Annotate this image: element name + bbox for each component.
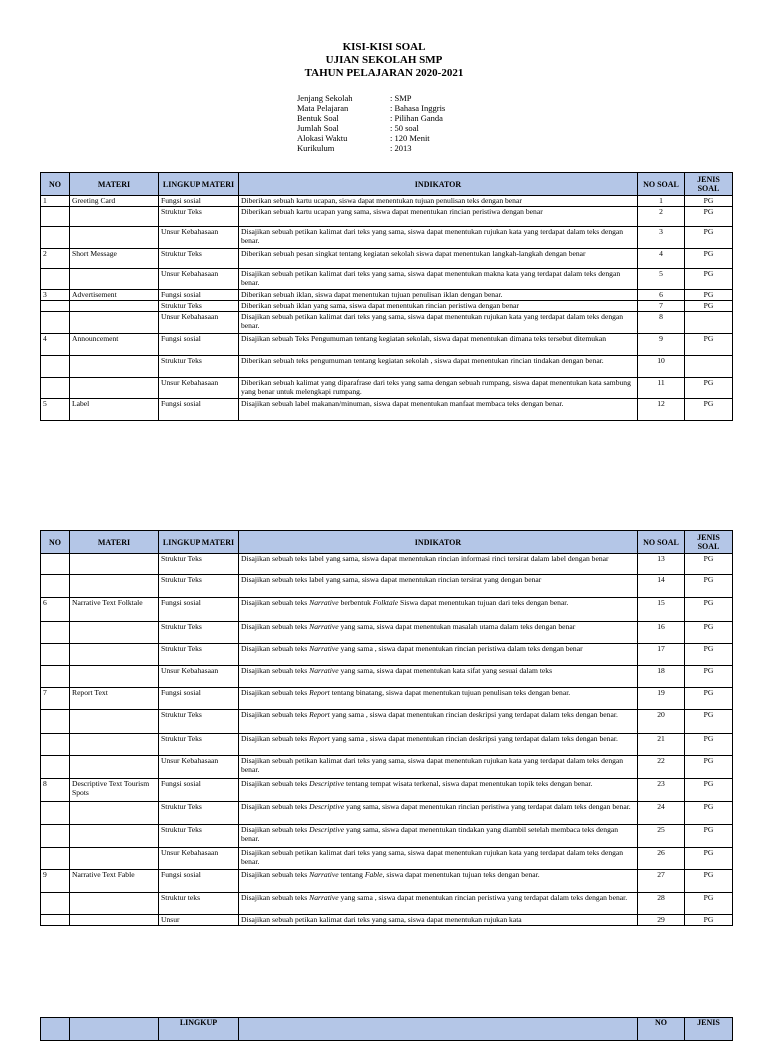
cell-no: 8	[41, 779, 70, 802]
table-row	[41, 290, 733, 301]
cell-lingkup: Struktur Teks	[159, 802, 239, 825]
header-materi: MATERI	[70, 531, 159, 554]
cell-jenis-soal: PG	[685, 598, 733, 622]
cell-indikator: Disajikan sebuah petikan kalimat dari teks yang sama, siswa dapat menentukan rujukan kata yang terdapat dalam teks dengan benar.	[239, 312, 638, 334]
cell-no-soal: 7	[638, 301, 685, 312]
cell-no-soal: 14	[638, 575, 685, 598]
cell-jenis-soal: PG	[685, 644, 733, 666]
info-label: Mata Pelajaran	[297, 103, 349, 113]
cell-no-soal: 11	[638, 378, 685, 399]
table-body	[41, 196, 733, 421]
cell-materi: Report Text	[70, 688, 159, 710]
cell-lingkup: Fungsi sosial	[159, 196, 239, 207]
info-value: : Bahasa Inggris	[390, 103, 446, 113]
cell-no-soal: 28	[638, 893, 685, 915]
cell-no: 6	[41, 598, 70, 622]
header-lingkup: LINGKUP MATERI	[159, 531, 239, 554]
header-lingkup: LINGKUP MATERI	[159, 173, 239, 196]
info-value: : Pilihan Ganda	[390, 113, 443, 123]
cell-indikator: Disajikan sebuah petikan kalimat dari teks yang sama, siswa dapat menentukan makna kata yang terdapat dalam teks dengan benar.	[239, 269, 638, 290]
cell-jenis-soal: PG	[685, 802, 733, 825]
genre-term: Narrative	[309, 622, 339, 631]
cell-materi: Label	[70, 399, 159, 421]
table-row	[41, 227, 733, 249]
info-label: Alokasi Waktu	[297, 133, 348, 143]
cell-materi	[70, 848, 159, 870]
cell-no	[41, 915, 70, 926]
table-row	[41, 666, 733, 688]
cell-materi	[70, 893, 159, 915]
cell-materi	[70, 269, 159, 290]
table-row	[41, 399, 733, 421]
cell-jenis-soal: PG	[685, 870, 733, 893]
table-header-row	[41, 173, 733, 196]
cell-jenis-soal: PG	[685, 378, 733, 399]
cell-indikator: Disajikan sebuah teks Narrative berbentuk Folktale Siswa dapat menentukan tujuan dari teks dengan benar.	[239, 598, 638, 622]
header-indikator: INDIKATOR	[239, 173, 638, 196]
cell-lingkup: Struktur Teks	[159, 249, 239, 269]
table-row	[41, 622, 733, 644]
genre-term: Narrative	[309, 666, 339, 675]
header-no-soal: NO SOAL	[638, 173, 685, 196]
header-jenis-soal: JENIS	[685, 1018, 733, 1041]
table-header-row	[41, 531, 733, 554]
table-row	[41, 269, 733, 290]
cell-materi	[70, 554, 159, 575]
genre-term: Folktale	[372, 598, 399, 607]
cell-lingkup: Unsur Kebahasaan	[159, 756, 239, 779]
cell-indikator: Disajikan sebuah label makanan/minuman, siswa dapat menentukan manfaat membaca teks dengan benar.	[239, 399, 638, 421]
table-row	[41, 870, 733, 893]
genre-term: Narrative	[309, 598, 339, 607]
cell-indikator: Diberikan sebuah teks pengumuman tentang kegiatan sekolah , siswa dapat menentukan rincian tindakan dengan benar.	[239, 356, 638, 378]
info-value: : 50 soal	[390, 123, 419, 133]
title-line-2: UJIAN SEKOLAH SMP	[325, 54, 443, 66]
cell-materi	[70, 756, 159, 779]
cell-lingkup: Unsur Kebahasaan	[159, 312, 239, 334]
header-no-soal: NO	[638, 1018, 685, 1041]
cell-materi	[70, 644, 159, 666]
cell-lingkup: Struktur Teks	[159, 207, 239, 227]
genre-term: Descriptive	[309, 802, 345, 811]
cell-jenis-soal: PG	[685, 196, 733, 207]
info-row	[297, 113, 445, 123]
header-no	[41, 1018, 70, 1041]
cell-jenis-soal: PG	[685, 848, 733, 870]
cell-lingkup: Fungsi sosial	[159, 779, 239, 802]
table-row	[41, 893, 733, 915]
cell-indikator: Disajikan sebuah teks Narrative tentang Fable, siswa dapat menentukan tujuan teks dengan benar.	[239, 870, 638, 893]
cell-no	[41, 893, 70, 915]
cell-lingkup: Struktur Teks	[159, 301, 239, 312]
cell-jenis-soal	[685, 312, 733, 334]
cell-no	[41, 666, 70, 688]
title-line-3: TAHUN PELAJARAN 2020-2021	[304, 67, 464, 79]
genre-term: Report	[309, 710, 330, 719]
genre-term: Narrative	[309, 893, 339, 902]
cell-indikator: Disajikan sebuah teks label yang sama, siswa dapat menentukan rincian tersirat yang dengan benar	[239, 575, 638, 598]
cell-indikator: Disajikan sebuah teks Narrative yang sama, siswa dapat menentukan masalah utama dalam teks dengan benar	[239, 622, 638, 644]
cell-no-soal: 5	[638, 269, 685, 290]
table-row	[41, 575, 733, 598]
table-row	[41, 249, 733, 269]
info-row	[297, 133, 445, 143]
cell-materi	[70, 825, 159, 848]
info-row	[297, 123, 445, 133]
cell-materi	[70, 575, 159, 598]
cell-no-soal: 23	[638, 779, 685, 802]
table-row	[41, 710, 733, 734]
cell-materi	[70, 312, 159, 334]
cell-no	[41, 825, 70, 848]
cell-materi	[70, 301, 159, 312]
cell-lingkup: Fungsi sosial	[159, 334, 239, 356]
cell-no-soal: 1	[638, 196, 685, 207]
cell-materi	[70, 378, 159, 399]
cell-no-soal: 25	[638, 825, 685, 848]
cell-jenis-soal: PG	[685, 915, 733, 926]
cell-materi	[70, 710, 159, 734]
cell-no-soal: 3	[638, 227, 685, 249]
cell-no	[41, 378, 70, 399]
cell-lingkup: Unsur Kebahasaan	[159, 666, 239, 688]
cell-materi: Short Message	[70, 249, 159, 269]
cell-materi	[70, 666, 159, 688]
cell-indikator: Disajikan sebuah petikan kalimat dari teks yang sama, siswa dapat menentukan rujukan kata yang terdapat dalam teks dengan benar.	[239, 756, 638, 779]
cell-materi: Announcement	[70, 334, 159, 356]
cell-indikator: Diberikan sebuah pesan singkat tentang kegiatan sekolah siswa dapat menentukan langkah-langkah dengan benar	[239, 249, 638, 269]
cell-no	[41, 575, 70, 598]
cell-indikator: Disajikan sebuah teks Report yang sama , siswa dapat menentukan rincian deskripsi yang terdapat dalam teks dengan benar.	[239, 734, 638, 756]
cell-lingkup: Fungsi sosial	[159, 399, 239, 421]
cell-no-soal: 4	[638, 249, 685, 269]
cell-lingkup: Unsur Kebahasaan	[159, 227, 239, 249]
cell-materi: Advertisement	[70, 290, 159, 301]
info-label: Bentuk Soal	[297, 113, 339, 123]
cell-jenis-soal: PG	[685, 575, 733, 598]
cell-no-soal: 16	[638, 622, 685, 644]
cell-materi	[70, 915, 159, 926]
genre-term: Narrative	[309, 870, 339, 879]
exam-info	[297, 93, 445, 153]
cell-jenis-soal: PG	[685, 249, 733, 269]
cell-jenis-soal: PG	[685, 290, 733, 301]
table-row	[41, 334, 733, 356]
cell-indikator: Diberikan sebuah kartu ucapan, siswa dapat menentukan tujuan penulisan teks dengan benar	[239, 196, 638, 207]
genre-term: Fable	[364, 870, 383, 879]
cell-no-soal: 27	[638, 870, 685, 893]
cell-no-soal: 8	[638, 312, 685, 334]
cell-no-soal: 15	[638, 598, 685, 622]
table-row	[41, 825, 733, 848]
cell-no-soal: 20	[638, 710, 685, 734]
cell-indikator: Diberikan sebuah iklan, siswa dapat menentukan tujuan penulisan iklan dengan benar.	[239, 290, 638, 301]
cell-jenis-soal: PG	[685, 269, 733, 290]
cell-jenis-soal: PG	[685, 779, 733, 802]
table-row	[41, 848, 733, 870]
table-row	[41, 301, 733, 312]
table-row	[41, 554, 733, 575]
header-indikator: INDIKATOR	[239, 531, 638, 554]
cell-no: 1	[41, 196, 70, 207]
cell-jenis-soal: PG	[685, 334, 733, 356]
cell-materi	[70, 734, 159, 756]
cell-no	[41, 207, 70, 227]
cell-no	[41, 356, 70, 378]
cell-jenis-soal: PG	[685, 688, 733, 710]
cell-no-soal: 26	[638, 848, 685, 870]
cell-indikator: Disajikan sebuah teks Descriptive tentang tempat wisata terkenal, siswa dapat menentukan topik teks dengan benar.	[239, 779, 638, 802]
cell-materi: Descriptive Text Tourism Spots	[70, 779, 159, 802]
cell-indikator: Diberikan sebuah kalimat yang diparafrase dari teks yang sama dengan sebuah rumpang, siswa dapat menentukan kata sambung yang benar untuk melengkapi rumpang.	[239, 378, 638, 399]
info-label: Jumlah Soal	[297, 123, 339, 133]
cell-no: 4	[41, 334, 70, 356]
cell-no	[41, 622, 70, 644]
table-row	[41, 356, 733, 378]
table-body	[41, 554, 733, 926]
cell-jenis-soal: PG	[685, 622, 733, 644]
cell-jenis-soal: PG	[685, 710, 733, 734]
header-materi	[70, 1018, 159, 1041]
cell-indikator: Diberikan sebuah kartu ucapan yang sama, siswa dapat menentukan rincian peristiwa dengan benar	[239, 207, 638, 227]
cell-no: 7	[41, 688, 70, 710]
cell-jenis-soal	[685, 356, 733, 378]
grid-table-1	[40, 172, 733, 421]
title-line-1: KISI-KISI SOAL	[342, 41, 426, 53]
cell-no-soal: 22	[638, 756, 685, 779]
cell-no	[41, 301, 70, 312]
cell-no-soal: 29	[638, 915, 685, 926]
cell-indikator: Disajikan sebuah Teks Pengumuman tentang kegiatan sekolah, siswa dapat menentukan dimana teks tersebut ditemukan	[239, 334, 638, 356]
genre-term: Descriptive	[309, 825, 345, 834]
cell-indikator: Disajikan sebuah petikan kalimat dari teks yang sama, siswa dapat menentukan rujukan kata yang terdapat dalam teks dengan benar.	[239, 848, 638, 870]
cell-no-soal: 12	[638, 399, 685, 421]
cell-no	[41, 644, 70, 666]
cell-materi	[70, 356, 159, 378]
cell-lingkup: Struktur Teks	[159, 622, 239, 644]
grid-table-2	[40, 530, 733, 926]
cell-jenis-soal: PG	[685, 301, 733, 312]
cell-no-soal: 6	[638, 290, 685, 301]
cell-no: 9	[41, 870, 70, 893]
cell-no-soal: 9	[638, 334, 685, 356]
cell-no-soal: 2	[638, 207, 685, 227]
cell-lingkup: Struktur Teks	[159, 554, 239, 575]
cell-lingkup: Struktur Teks	[159, 644, 239, 666]
table-row	[41, 598, 733, 622]
cell-lingkup: Fungsi sosial	[159, 688, 239, 710]
cell-lingkup: Struktur teks	[159, 893, 239, 915]
cell-indikator: Diberikan sebuah iklan yang sama, siswa dapat menentukan rincian peristiwa dengan benar	[239, 301, 638, 312]
info-row	[297, 103, 445, 113]
cell-no: 5	[41, 399, 70, 421]
cell-no-soal: 10	[638, 356, 685, 378]
cell-materi: Greeting Card	[70, 196, 159, 207]
info-value: : 2013	[390, 143, 412, 153]
table-row	[41, 644, 733, 666]
header-indikator	[239, 1018, 638, 1041]
cell-indikator: Disajikan sebuah petikan kalimat dari teks yang sama, siswa dapat menentukan rujukan kata	[239, 915, 638, 926]
cell-materi: Narrative Text Fable	[70, 870, 159, 893]
table-row	[41, 779, 733, 802]
cell-no: 3	[41, 290, 70, 301]
cell-lingkup: Fungsi sosial	[159, 290, 239, 301]
cell-indikator: Disajikan sebuah teks label yang sama, siswa dapat menentukan rincian informasi rinci tersirat dalam label dengan benar	[239, 554, 638, 575]
cell-no	[41, 312, 70, 334]
cell-indikator: Disajikan sebuah teks Narrative yang sama , siswa dapat menentukan rincian peristiwa yang terdapat dalam teks dengan benar.	[239, 893, 638, 915]
cell-no	[41, 848, 70, 870]
cell-materi	[70, 207, 159, 227]
genre-term: Narrative	[309, 644, 339, 653]
cell-no	[41, 227, 70, 249]
cell-lingkup: Unsur Kebahasaan	[159, 269, 239, 290]
cell-lingkup: Struktur Teks	[159, 734, 239, 756]
cell-lingkup: Struktur Teks	[159, 710, 239, 734]
cell-lingkup: Unsur Kebahasaan	[159, 848, 239, 870]
cell-jenis-soal: PG	[685, 734, 733, 756]
cell-jenis-soal: PG	[685, 825, 733, 848]
table-row	[41, 756, 733, 779]
cell-jenis-soal: PG	[685, 893, 733, 915]
cell-indikator: Disajikan sebuah teks Report yang sama , siswa dapat menentukan rincian deskripsi yang terdapat dalam teks dengan benar.	[239, 710, 638, 734]
cell-indikator: Disajikan sebuah petikan kalimat dari teks yang sama, siswa dapat menentukan rujukan kata yang terdapat dalam teks dengan benar.	[239, 227, 638, 249]
header-jenis-soal: JENIS SOAL	[685, 173, 733, 196]
cell-jenis-soal: PG	[685, 554, 733, 575]
table-row	[41, 734, 733, 756]
header-materi: MATERI	[70, 173, 159, 196]
cell-no-soal: 17	[638, 644, 685, 666]
table-header-row	[41, 1018, 733, 1041]
cell-no	[41, 756, 70, 779]
genre-term: Report	[309, 688, 330, 697]
info-row	[297, 93, 445, 103]
genre-term: Descriptive	[309, 779, 345, 788]
cell-jenis-soal: PG	[685, 207, 733, 227]
table-row	[41, 312, 733, 334]
cell-indikator: Disajikan sebuah teks Narrative yang sama , siswa dapat menentukan rincian peristiwa dalam teks dengan benar	[239, 644, 638, 666]
cell-indikator: Disajikan sebuah teks Report tentang binatang, siswa dapat menentukan tujuan penulisan teks dengan benar.	[239, 688, 638, 710]
cell-lingkup: Fungsi sosial	[159, 598, 239, 622]
info-label: Kurikulum	[297, 143, 335, 153]
grid-table-3-partial	[40, 1017, 733, 1041]
header-lingkup: LINGKUP	[159, 1018, 239, 1041]
cell-no-soal: 21	[638, 734, 685, 756]
cell-materi	[70, 622, 159, 644]
header-no-soal: NO SOAL	[638, 531, 685, 554]
table-row	[41, 207, 733, 227]
cell-lingkup: Unsur Kebahasaan	[159, 378, 239, 399]
genre-term: Report	[309, 734, 330, 743]
header-no: NO	[41, 173, 70, 196]
cell-lingkup: Unsur	[159, 915, 239, 926]
cell-indikator: Disajikan sebuah teks Descriptive yang sama, siswa dapat menentukan tindakan yang diambil setelah membaca teks dengan benar.	[239, 825, 638, 848]
table-row	[41, 915, 733, 926]
cell-no-soal: 24	[638, 802, 685, 825]
cell-no	[41, 802, 70, 825]
cell-lingkup: Struktur Teks	[159, 575, 239, 598]
header-jenis-soal: JENIS SOAL	[685, 531, 733, 554]
cell-indikator: Disajikan sebuah teks Descriptive yang sama, siswa dapat menentukan rincian peristiwa yang terdapat dalam teks dengan benar.	[239, 802, 638, 825]
cell-jenis-soal: PG	[685, 666, 733, 688]
info-value: : SMP	[390, 93, 412, 103]
info-row	[297, 143, 445, 153]
cell-no	[41, 734, 70, 756]
table-row	[41, 802, 733, 825]
cell-no	[41, 269, 70, 290]
cell-materi: Narrative Text Folktale	[70, 598, 159, 622]
cell-materi	[70, 227, 159, 249]
table-row	[41, 196, 733, 207]
info-value: : 120 Menit	[390, 133, 430, 143]
cell-jenis-soal: PG	[685, 756, 733, 779]
table-row	[41, 378, 733, 399]
info-label: Jenjang Sekolah	[297, 93, 353, 103]
cell-no: 2	[41, 249, 70, 269]
cell-no-soal: 18	[638, 666, 685, 688]
cell-jenis-soal: PG	[685, 399, 733, 421]
table-row	[41, 688, 733, 710]
cell-lingkup: Fungsi sosial	[159, 870, 239, 893]
cell-jenis-soal: PG	[685, 227, 733, 249]
cell-indikator: Disajikan sebuah teks Narrative yang sama, siswa dapat menentukan kata sifat yang sesuai dalam teks	[239, 666, 638, 688]
cell-lingkup: Struktur Teks	[159, 356, 239, 378]
cell-no	[41, 710, 70, 734]
cell-lingkup: Struktur Teks	[159, 825, 239, 848]
cell-materi	[70, 802, 159, 825]
cell-no-soal: 13	[638, 554, 685, 575]
header-no: NO	[41, 531, 70, 554]
cell-no	[41, 554, 70, 575]
cell-no-soal: 19	[638, 688, 685, 710]
